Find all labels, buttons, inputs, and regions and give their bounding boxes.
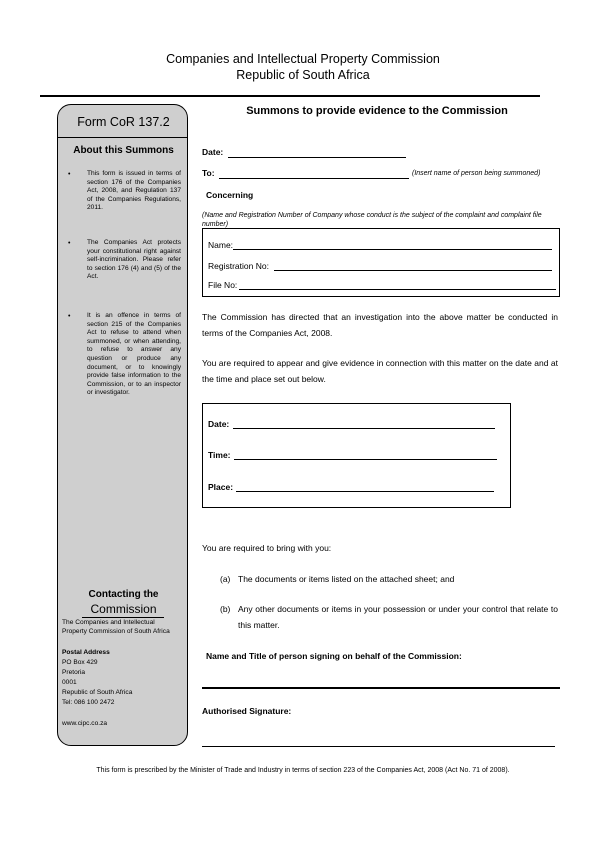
postal-line: 0001 xyxy=(62,679,77,686)
appearance-place-field[interactable] xyxy=(236,491,494,492)
registration-no-field[interactable] xyxy=(274,270,552,271)
to-hint: (Insert name of person being summoned) xyxy=(412,170,541,177)
contact-org-line-1: The Companies and Intellectual xyxy=(62,619,155,626)
contact-org-line-2: Property Commission of South Africa xyxy=(62,628,170,635)
bring-intro: You are required to bring with you: xyxy=(202,543,332,553)
file-no-field[interactable] xyxy=(239,289,556,290)
about-bullet-3: It is an offence in terms of section 215 of the Companies Act to refuse to attend when summoned, or when attending, to refuse to answer any question or produce any document, or to knowingly provide false information to the Commission, or to an inspector or investigator. xyxy=(87,312,181,397)
registration-no-label: Registration No: xyxy=(208,261,269,271)
appearance-paragraph: You are required to appear and give evidence in connection with this matter on the date and at the time and place set out below. xyxy=(202,358,558,384)
item-text-b: Any other documents or items in your possession or under your control that relate to this matter. xyxy=(238,604,558,630)
header-divider xyxy=(40,95,540,97)
investigation-paragraph: The Commission has directed that an investigation into the above matter be conducted in terms of the Companies Act, 2008. xyxy=(202,312,558,338)
sidebar-panel xyxy=(57,104,188,746)
company-name-label: Name: xyxy=(208,240,234,250)
form-title: Summons to provide evidence to the Commission xyxy=(246,105,508,117)
form-id: Form CoR 137.2 xyxy=(77,115,170,129)
bullet-icon: • xyxy=(68,313,71,320)
signature-field[interactable] xyxy=(202,746,555,747)
item-text-a: The documents or items listed on the attached sheet; and xyxy=(238,574,455,584)
signature-label: Authorised Signature: xyxy=(202,706,292,716)
commission-name: Companies and Intellectual Property Commission xyxy=(166,52,440,66)
item-marker-a: (a) xyxy=(220,574,231,584)
concerning-label: Concerning xyxy=(206,190,254,200)
to-field[interactable] xyxy=(219,178,409,179)
signer-field[interactable] xyxy=(202,687,560,689)
file-no-label: File No: xyxy=(208,280,238,290)
appearance-place-label: Place: xyxy=(208,482,234,492)
postal-line: Pretoria xyxy=(62,669,86,676)
website-link[interactable]: www.cipc.co.za xyxy=(62,720,108,727)
postal-address-title: Postal Address xyxy=(62,649,110,656)
sidebar-divider xyxy=(58,137,188,138)
postal-line: Republic of South Africa xyxy=(62,689,133,696)
concerning-hint: (Name and Registration Number of Company whose conduct is the subject of the complaint and complaint file number) xyxy=(202,212,542,228)
country-name: Republic of South Africa xyxy=(236,68,370,82)
about-bullet-1: This form is issued in terms of section 176 of the Companies Act, 2008, and Regulation 137 of the Companies Regulations, 2011. xyxy=(87,170,181,212)
about-title: About this Summons xyxy=(73,145,174,156)
postal-line: PO Box 429 xyxy=(62,659,98,666)
item-marker-b: (b) xyxy=(220,604,231,614)
contact-underline xyxy=(82,617,164,618)
date-field[interactable] xyxy=(228,157,406,158)
contact-title-commission: Commission xyxy=(90,602,157,616)
bullet-icon: • xyxy=(68,171,71,178)
contact-title: Contacting the xyxy=(88,589,159,600)
to-label: To: xyxy=(202,168,215,178)
telephone: Tel: 086 100 2472 xyxy=(62,699,115,706)
appearance-date-label: Date: xyxy=(208,419,230,429)
about-bullet-2: The Companies Act protects your constitutional right against self-incrimination. Please refer to section 176 (4) and (5) of the Act. xyxy=(87,239,181,281)
footer-note: This form is prescribed by the Minister of Trade and Industry in terms of section 223 of the Companies Act, 2008 (Act No. 71 of 2008). xyxy=(96,767,510,774)
bullet-icon: • xyxy=(68,240,71,247)
appearance-details-box xyxy=(202,403,511,508)
appearance-date-field[interactable] xyxy=(233,428,495,429)
company-name-field[interactable] xyxy=(233,249,552,250)
date-label: Date: xyxy=(202,147,224,157)
appearance-time-label: Time: xyxy=(208,450,231,460)
appearance-time-field[interactable] xyxy=(234,459,497,460)
signer-label: Name and Title of person signing on behalf of the Commission: xyxy=(206,651,462,661)
